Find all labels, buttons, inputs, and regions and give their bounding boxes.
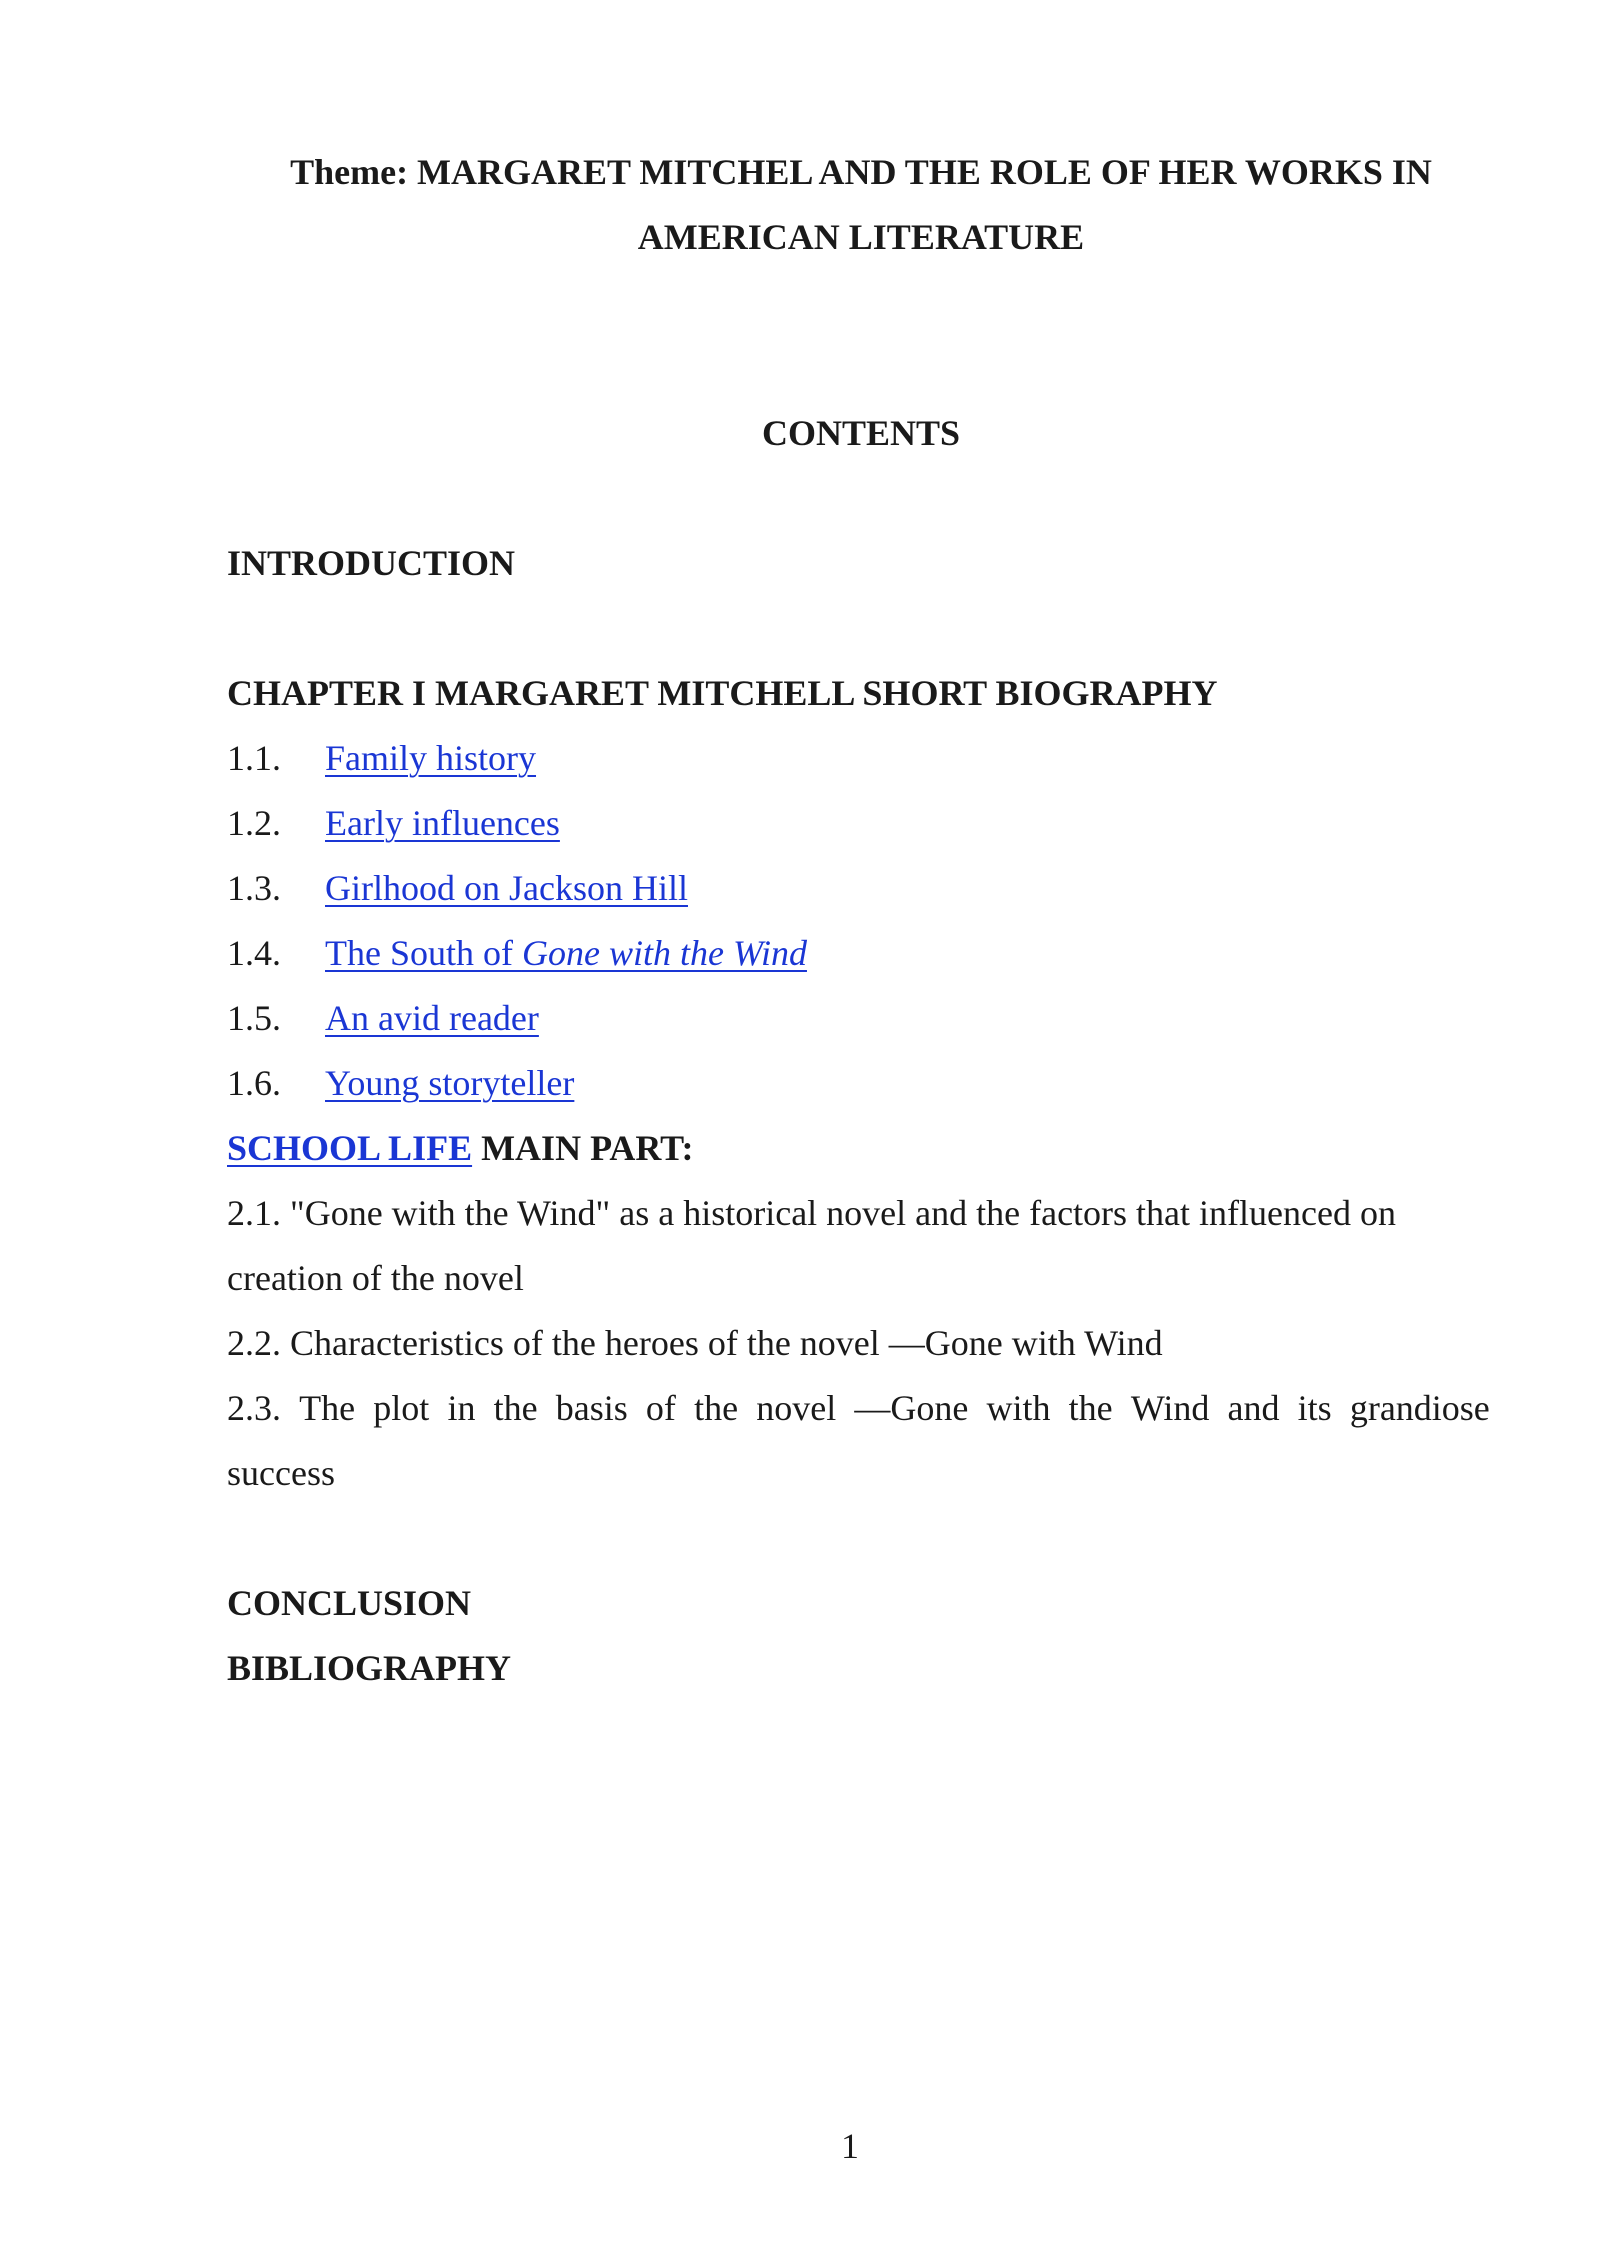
word: the [694, 1388, 739, 1428]
word: —Gone [854, 1388, 969, 1428]
main-part-heading: MAIN PART: [472, 1128, 694, 1168]
toc-link-south-of-gone-with-the-wind[interactable] [325, 932, 807, 974]
toc-link-girlhood-jackson-hill[interactable]: Girlhood on Jackson Hill [325, 868, 688, 908]
word: 2.3. [227, 1388, 281, 1428]
toc-link-prefix: The South of [325, 933, 522, 973]
school-life-link[interactable]: SCHOOL LIFE [227, 1128, 473, 1168]
toc-item-2-1-line1: 2.1. "Gone with the Wind" as a historical novel and the factors that influenced on [227, 1193, 1396, 1233]
toc-number: 1.1. [227, 738, 281, 778]
toc-item-2-3-line1 [227, 1387, 1490, 1429]
word: grandiose [1349, 1388, 1490, 1428]
word: the [1068, 1388, 1113, 1428]
contents-heading: CONTENTS [761, 413, 961, 453]
toc-link-avid-reader[interactable]: An avid reader [325, 998, 539, 1038]
word: The [299, 1388, 356, 1428]
word: its [1297, 1388, 1332, 1428]
word: novel [756, 1388, 837, 1428]
title-line-1: Theme: MARGARET MITCHEL AND THE ROLE OF HER WORKS IN [290, 152, 1432, 192]
toc-number: 1.6. [227, 1063, 281, 1103]
toc-item-2-2: 2.2. Characteristics of the heroes of the novel —Gone with Wind [227, 1323, 1163, 1363]
chapter1-heading: CHAPTER I MARGARET MITCHELL SHORT BIOGRAPHY [227, 673, 1218, 713]
toc-link-italic-title: Gone with the Wind [521, 933, 807, 973]
introduction-heading: INTRODUCTION [227, 543, 516, 583]
toc-number: 1.2. [227, 803, 281, 843]
toc-number: 1.4. [227, 933, 281, 973]
word: with [986, 1388, 1051, 1428]
toc-number: 1.5. [227, 998, 281, 1038]
toc-link-early-influences[interactable]: Early influences [325, 803, 560, 843]
toc-number: 1.3. [227, 868, 281, 908]
toc-item-2-3-line2: success [227, 1453, 335, 1493]
conclusion-heading: CONCLUSION [227, 1583, 472, 1623]
page-number: 1 [841, 2126, 859, 2166]
title-line-2: AMERICAN LITERATURE [637, 217, 1085, 257]
word: of [645, 1388, 676, 1428]
main-part-heading-row [227, 1127, 693, 1169]
word: in [447, 1388, 476, 1428]
toc-link-family-history[interactable]: Family history [325, 738, 537, 778]
toc-link-young-storyteller[interactable]: Young storyteller [325, 1063, 575, 1103]
word: plot [373, 1388, 430, 1428]
word: Wind [1130, 1388, 1210, 1428]
word: and [1227, 1388, 1280, 1428]
word: the [493, 1388, 538, 1428]
word: basis [555, 1388, 628, 1428]
toc-item-2-1-line2: creation of the novel [227, 1258, 524, 1298]
bibliography-heading: BIBLIOGRAPHY [227, 1648, 512, 1688]
